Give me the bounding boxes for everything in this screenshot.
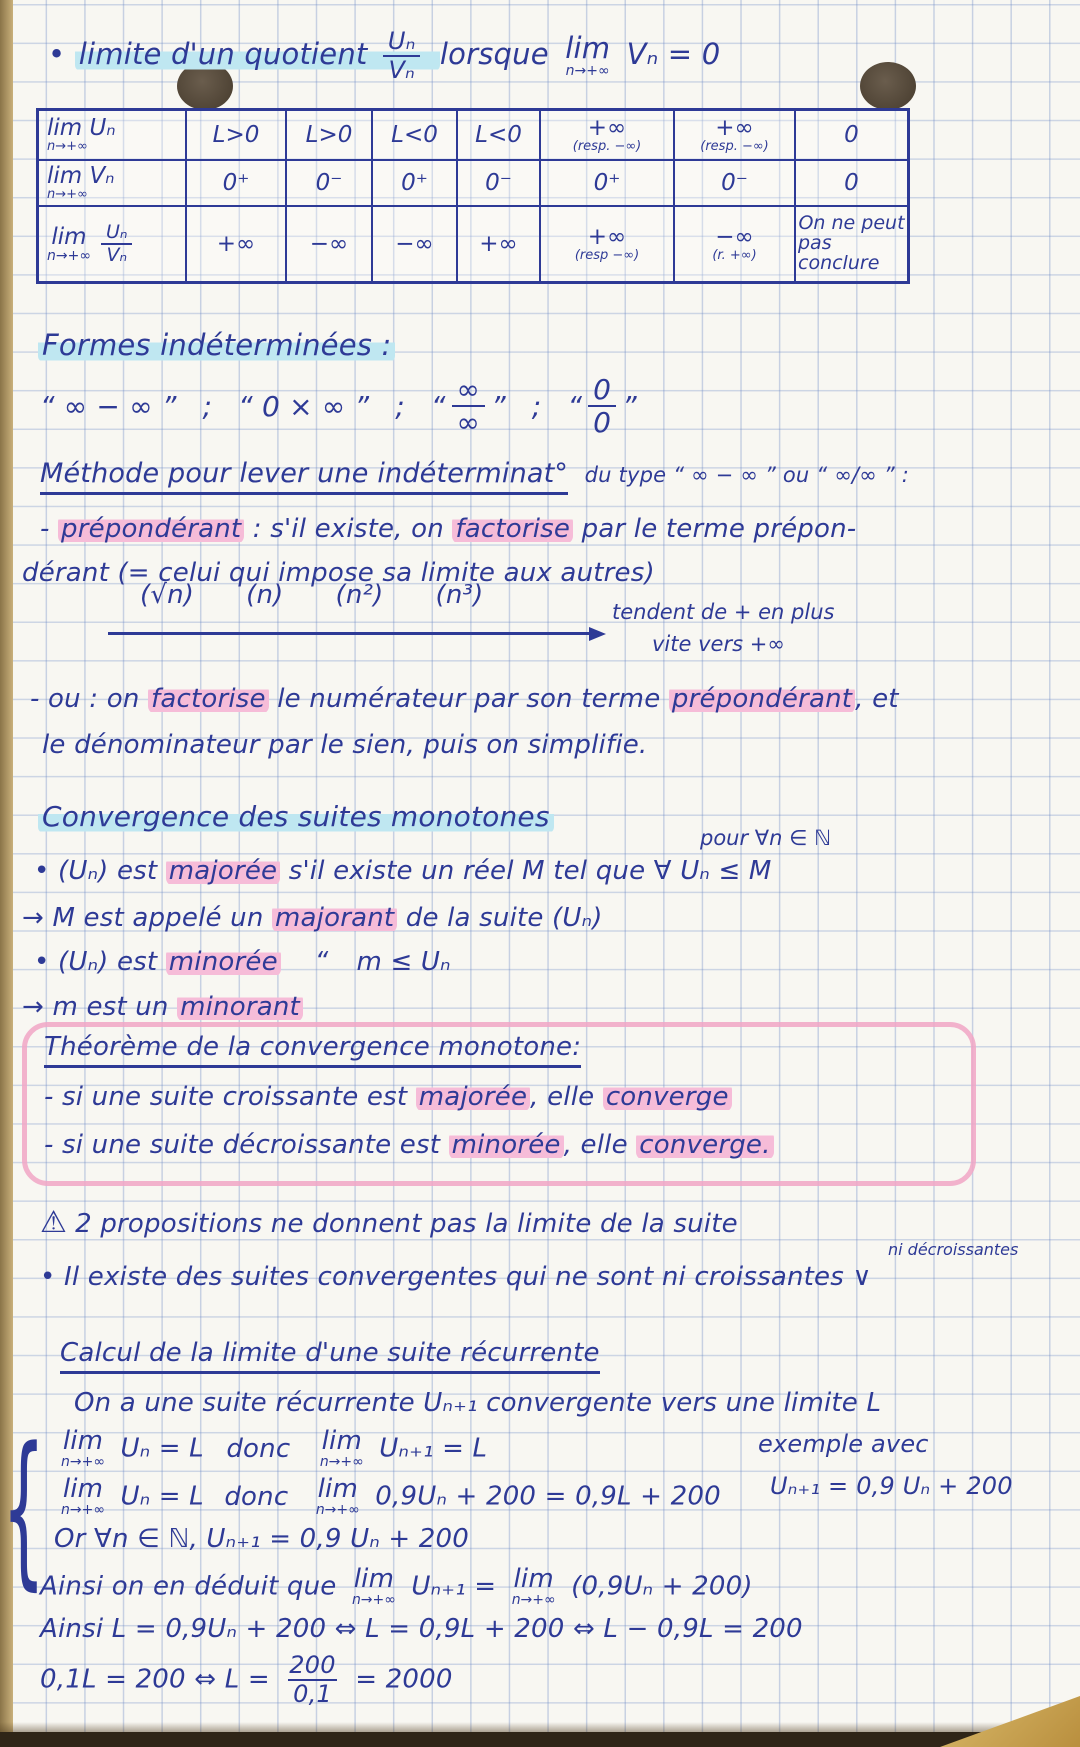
methode-suffix: du type “ ∞ − ∞ ” ou “ ∞/∞ ” : <box>584 463 909 487</box>
kw-minoree: minorée <box>166 947 281 977</box>
term-n: (n) <box>246 580 284 610</box>
lim-symbol: lim n→+∞ <box>565 31 611 79</box>
heading-theoreme: Théorème de la convergence monotone: <box>44 1032 581 1062</box>
paper-bottom-edge <box>0 1732 1080 1747</box>
formes-list: “ ∞ − ∞ ” ; “ 0 × ∞ ” ; “ $\frac{\infty}{\infty}$ ” ; “ $\frac{0}{0}$ ” <box>40 373 637 440</box>
methode-ou-line: - ou : on factorise le numérateur par son terme prépondérant , et <box>30 684 899 714</box>
lim-symbol: lim n→+∞ <box>61 1426 105 1471</box>
lim-symbol: lim n→+∞ <box>511 1564 556 1609</box>
result-line: 0,1L = 200 ⇔ L = $\frac{200}{0,1}$ = 2000 <box>40 1651 453 1708</box>
suites-convergentes-line: • Il existe des suites convergentes qui ne sont ni croissantes ∨ <box>40 1262 872 1292</box>
growth-note-2: vite vers +∞ <box>652 632 785 656</box>
table-cell: +∞ <box>187 207 287 281</box>
system-line-3: Or ∀n ∈ ℕ, Uₙ₊₁ = 0,9 Uₙ + 200 <box>54 1524 470 1554</box>
term-sqrt-n: (√n) <box>140 580 195 610</box>
growth-arrow <box>108 598 590 635</box>
kw-minorant: minorant <box>177 992 303 1022</box>
heading-convergence: Convergence des suites monotones <box>38 800 554 833</box>
lim-symbol: lim n→+∞ <box>319 1426 364 1471</box>
warning-line: ⚠ 2 propositions ne donnent pas la limite de la suite <box>40 1205 738 1240</box>
bullet: • <box>48 36 66 71</box>
title-highlight <box>75 27 440 84</box>
table-cell: +∞ <box>458 207 541 281</box>
system-line-1: lim n→+∞ Uₙ = L donc lim n→+∞ Uₙ₊₁ = L <box>61 1426 488 1471</box>
kw-factorise-2: factorise <box>148 684 269 714</box>
equation-line: Ainsi L = 0,9Uₙ + 200 ⇔ L = 0,9L + 200 ⇔ L − 0,9L = 200 <box>40 1614 803 1644</box>
table-cell: +∞ (resp. −∞) <box>675 111 796 161</box>
methode-preponderant-line: - prépondérant : s'il existe, on factorise par le terme prépon- <box>40 514 857 544</box>
table-cell: 0 <box>796 111 907 161</box>
table-cell: L<0 <box>458 111 541 161</box>
forme-zero-over-zero: “ $\frac{0}{0}$ ” <box>567 373 637 440</box>
table-cell: 0⁺ <box>187 161 287 207</box>
table-cell: −∞ (r. +∞) <box>675 207 796 281</box>
system-brace: { <box>2 1414 46 1608</box>
table-cell: +∞ (resp. −∞) <box>541 111 675 161</box>
theoreme-decroissante-line: - si une suite décroissante est minorée , elle converge. <box>44 1130 774 1160</box>
title-lorsque: lorsque <box>439 36 549 71</box>
table-cell: lim Uₙ n→+∞ <box>39 111 187 161</box>
inserted-note: ni décroissantes <box>888 1240 1019 1259</box>
kw-converge-2: converge. <box>636 1130 773 1160</box>
methode-denominateur-line: le dénominateur par le sien, puis on simplifie. <box>42 730 648 760</box>
table-cell: L>0 <box>187 111 287 161</box>
methode-derant-line: dérant (= celui qui impose sa limite aux autres) <box>22 558 655 588</box>
title-limite-quotient <box>48 28 720 84</box>
table-cell: 0⁺ <box>541 161 675 207</box>
term-n3: (n³) <box>435 580 484 610</box>
deduction-line: Ainsi on en déduit que lim n→+∞ Uₙ₊₁ = lim n→+∞ (0,9Uₙ + 200) <box>40 1564 753 1609</box>
growth-note-1: tendent de + en plus <box>612 600 835 624</box>
table-cell: lim Vₙ n→+∞ <box>39 161 187 207</box>
table-cell: +∞ (resp −∞) <box>541 207 675 281</box>
forme-inf-minus-inf: “ ∞ − ∞ ” <box>40 389 177 423</box>
kw-converge: converge <box>603 1082 732 1112</box>
table-cell: L<0 <box>373 111 458 161</box>
theoreme-croissante-line: - si une suite croissante est majorée , elle converge <box>44 1082 732 1112</box>
kw-preponderant: prépondérant <box>58 514 244 544</box>
kw-preponderant-2: prépondérant <box>669 684 855 714</box>
forme-inf-over-inf: “ $\frac{\infty}{\infty}$ ” <box>430 373 506 440</box>
kw-majorant: majorant <box>272 903 397 933</box>
lim-symbol: lim n→+∞ <box>351 1564 396 1609</box>
warning-icon: ⚠ <box>40 1205 68 1240</box>
title-text: limite d'un quotient <box>78 36 368 71</box>
recurrence-definition-note: Uₙ₊₁ = 0,9 Uₙ + 200 <box>770 1472 1013 1500</box>
table-cell: 0⁻ <box>287 161 373 207</box>
forme-zero-times-inf: “ 0 × ∞ ” <box>238 389 370 423</box>
lim-symbol: lim n→+∞ <box>61 1474 105 1519</box>
term-n2: (n²) <box>335 580 384 610</box>
fraction-200-01: $\frac{200}{0,1}$ <box>289 1651 336 1708</box>
title-vn-zero: Vₙ = 0 <box>626 36 721 71</box>
kw-factorise: factorise <box>452 514 573 544</box>
table-cell: L>0 <box>287 111 373 161</box>
table-cell: −∞ <box>287 207 373 281</box>
punch-hole-right <box>860 62 916 110</box>
table-cell: 0⁻ <box>675 161 796 207</box>
kw-majoree: majorée <box>166 856 280 886</box>
table-cell-no-conclusion: On ne peut pas conclure <box>798 212 905 274</box>
table-cell: 0⁺ <box>373 161 458 207</box>
heading-methode: Méthode pour lever une indéterminat° du type “ ∞ − ∞ ” ou “ ∞/∞ ” : <box>40 458 909 489</box>
convergence-note: pour ∀n ∈ ℕ <box>700 826 831 850</box>
kw-majoree-2: majorée <box>416 1082 530 1112</box>
minorant-line: → m est un minorant <box>22 992 303 1022</box>
system-line-2: lim n→+∞ Uₙ = L donc lim n→+∞ 0,9Uₙ + 200 = 0,9L + 200 <box>61 1474 721 1519</box>
lim-symbol: lim n→+∞ <box>315 1474 360 1519</box>
paper-bottom-shadow <box>0 1722 1080 1732</box>
minoree-line: • (Uₙ) est minorée “ m ≤ Uₙ <box>34 947 451 977</box>
heading-calcul: Calcul de la limite d'une suite récurrente <box>60 1338 600 1368</box>
limits-table <box>36 108 910 284</box>
table-cell: 0 <box>796 161 907 207</box>
fraction-un-vn: $\frac{\text{Uₙ}}{\text{Vₙ}}$ <box>383 28 421 84</box>
exemple-note: exemple avec <box>758 1430 929 1458</box>
table-cell: 0⁻ <box>458 161 541 207</box>
table-cell: −∞ <box>373 207 458 281</box>
heading-formes-indeterminees: Formes indéterminées : <box>38 328 395 362</box>
table-cell: lim n→+∞ $\frac{\text{Uₙ}}{\text{Vₙ}}$ <box>39 207 187 281</box>
calcul-intro-line: On a une suite récurrente Uₙ₊₁ convergente vers une limite L <box>74 1388 882 1418</box>
kw-minoree-2: minorée <box>449 1130 564 1160</box>
majorant-line: → M est appelé un majorant de la suite (Uₙ) <box>22 903 603 933</box>
majoree-line: • (Uₙ) est majorée s'il existe un réel M tel que ∀ Uₙ ≤ M <box>34 856 772 886</box>
ditto-mark: “ <box>314 947 329 977</box>
